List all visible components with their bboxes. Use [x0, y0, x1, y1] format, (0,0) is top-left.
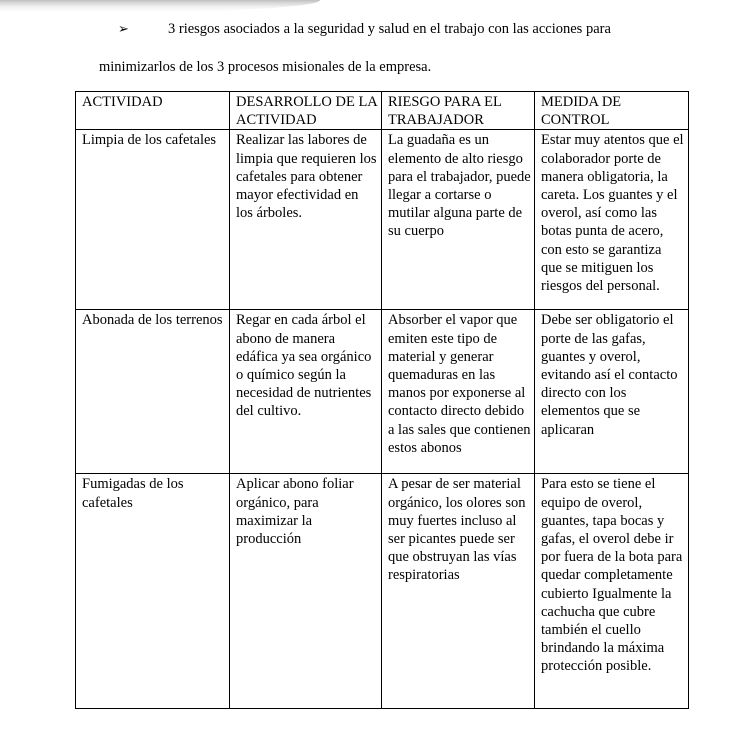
risk-table — [75, 91, 689, 709]
cell-riesgo: La guadaña es un elemento de alto riesgo para el trabajador, puede llegar a cortarse o mutilar alguna parte de su cuerpo — [382, 130, 535, 310]
table-header-row — [76, 92, 689, 130]
arrow-bullet-icon: ➢ — [118, 22, 129, 37]
intro-line-1: 3 riesgos asociados a la seguridad y salud en el trabajo con las acciones para — [168, 21, 611, 37]
header-riesgo: RIESGO PARA EL TRABAJADOR — [382, 92, 535, 130]
cell-desarrollo: Aplicar abono foliar orgánico, para maximizar la producción — [230, 474, 382, 709]
cell-medida: Estar muy atentos que el colaborador porte de manera obligatoria, la careta. Los guantes y el overol, así como las botas punta de acero, con esto se garantiza que se mitiguen los riesgos del personal. — [535, 130, 689, 310]
cell-desarrollo: Regar en cada árbol el abono de manera edáfica ya sea orgánico o químico según la necesidad de nutrientes del cultivo. — [230, 310, 382, 474]
cell-medida: Para esto se tiene el equipo de overol, guantes, tapa bocas y gafas, el overol debe ir por fuera de la bota para quedar completamente cubierto Igualmente la cachucha que cubre también el cuello brindando la máxima protección posible. — [535, 474, 689, 709]
table-row — [76, 474, 689, 709]
cell-actividad: Fumigadas de los cafetales — [76, 474, 230, 709]
header-actividad: ACTIVIDAD — [76, 92, 230, 130]
header-medida: MEDIDA DE CONTROL — [535, 92, 689, 130]
intro-line-2: minimizarlos de los 3 procesos misionales de la empresa. — [99, 59, 432, 75]
page-curl-shadow — [0, 0, 320, 12]
cell-medida: Debe ser obligatorio el porte de las gafas, guantes y overol, evitando así el contacto directo con los elementos que se aplicaran — [535, 310, 689, 474]
cell-actividad: Abonada de los terrenos — [76, 310, 230, 474]
bullet-paragraph — [118, 20, 611, 39]
cell-riesgo: Absorber el vapor que emiten este tipo de material y generar quemaduras en las manos por exponerse al contacto directo debido a las sales que contienen estos abonos — [382, 310, 535, 474]
table-row — [76, 310, 689, 474]
cell-riesgo: A pesar de ser material orgánico, los olores son muy fuertes incluso al ser picantes puede ser que obstruyan las vías respiratorias — [382, 474, 535, 709]
header-desarrollo: DESARROLLO DE LA ACTIVIDAD — [230, 92, 382, 130]
cell-desarrollo: Realizar las labores de limpia que requieren los cafetales para obtener mayor efectividad en los árboles. — [230, 130, 382, 310]
table-row — [76, 130, 689, 310]
cell-actividad: Limpia de los cafetales — [76, 130, 230, 310]
